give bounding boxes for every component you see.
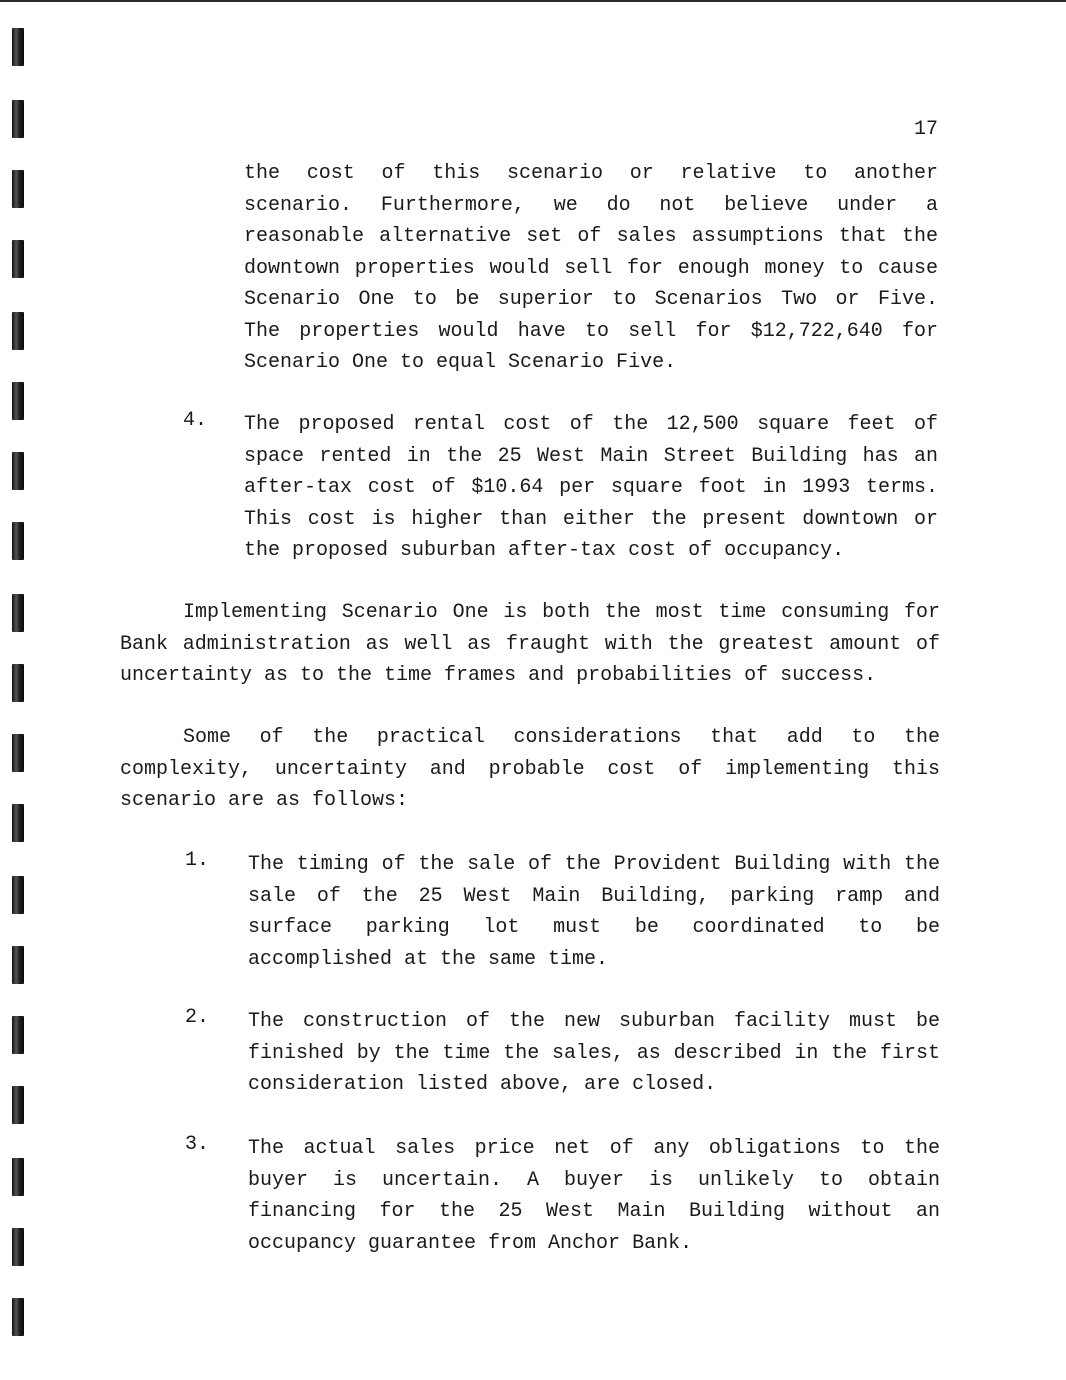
binder-hole xyxy=(12,734,24,772)
continued-item-text xyxy=(244,158,938,379)
binder-hole xyxy=(12,312,24,350)
item-4-text xyxy=(244,409,938,567)
text-line: scenario are as follows: xyxy=(120,789,409,812)
binder-hole xyxy=(12,1298,24,1336)
binder-hole xyxy=(12,946,24,984)
binder-hole xyxy=(12,1086,24,1124)
binder-hole xyxy=(12,594,24,632)
consideration-1-text xyxy=(248,849,940,975)
text-line: downtown properties would sell for enough money to cause xyxy=(244,256,938,280)
text-line: reasonable alternative set of sales assumptions that the xyxy=(244,225,938,248)
text-line: scenario. Furthermore, we do not believe under a xyxy=(244,193,938,217)
text-line: This cost is higher than either the present downtown or xyxy=(244,507,938,531)
consideration-3-text xyxy=(248,1133,940,1259)
binder-hole xyxy=(12,382,24,420)
text-line: finished by the time the sales, as described in the first xyxy=(248,1041,940,1065)
binder-hole xyxy=(12,804,24,842)
page-number: 17 xyxy=(914,118,939,141)
text-line: The actual sales price net of any obligations to the xyxy=(248,1137,940,1160)
top-rule xyxy=(0,0,1066,2)
body-paragraph xyxy=(120,722,940,817)
item-number: 1. xyxy=(185,849,210,872)
text-line: Scenario One to be superior to Scenarios Two or Five. xyxy=(244,288,938,311)
text-line: the proposed suburban after-tax cost of occupancy. xyxy=(244,539,845,562)
binder-hole xyxy=(12,100,24,138)
text-line: Bank administration as well as fraught with the greatest amount of xyxy=(120,632,940,656)
item-number: 2. xyxy=(185,1006,210,1029)
text-line: the cost of this scenario or relative to another xyxy=(244,162,938,185)
text-line: uncertainty as to the time frames and probabilities of success. xyxy=(120,664,877,687)
binder-hole xyxy=(12,1228,24,1266)
text-line: The construction of the new suburban facility must be xyxy=(248,1010,940,1033)
binder-hole xyxy=(12,240,24,278)
binder-hole xyxy=(12,522,24,560)
binder-hole xyxy=(12,28,24,66)
consideration-2-text xyxy=(248,1006,940,1101)
text-line: consideration listed above, are closed. xyxy=(248,1073,717,1096)
text-line: Some of the practical considerations that add to the xyxy=(183,726,940,749)
text-line: after-tax cost of $10.64 per square foot in 1993 terms. xyxy=(244,476,938,499)
text-line: space rented in the 25 West Main Street Building has an xyxy=(244,444,938,468)
text-line: The properties would have to sell for $12,722,640 for xyxy=(244,319,938,343)
binder-hole xyxy=(12,1016,24,1054)
text-line: The proposed rental cost of the 12,500 square feet of xyxy=(244,413,938,436)
body-paragraph xyxy=(120,597,940,692)
item-number: 4. xyxy=(183,409,208,432)
binder-holes xyxy=(12,0,26,1380)
binder-hole xyxy=(12,170,24,208)
text-line: surface parking lot must be coordinated to be xyxy=(248,916,940,939)
binder-hole xyxy=(12,452,24,490)
text-line: Scenario One to equal Scenario Five. xyxy=(244,351,677,374)
text-line: accomplished at the same time. xyxy=(248,947,609,971)
text-line: Implementing Scenario One is both the most time consuming for xyxy=(183,601,940,624)
text-line: occupancy guarantee from Anchor Bank. xyxy=(248,1231,693,1255)
binder-hole xyxy=(12,876,24,914)
item-number: 3. xyxy=(185,1133,210,1156)
binder-hole xyxy=(12,1158,24,1196)
binder-hole xyxy=(12,664,24,702)
text-line: complexity, uncertainty and probable cost of implementing this xyxy=(120,757,940,781)
text-line: buyer is uncertain. A buyer is unlikely to obtain xyxy=(248,1168,940,1192)
text-line: The timing of the sale of the Provident Building with the xyxy=(248,853,940,876)
text-line: sale of the 25 West Main Building, parking ramp and xyxy=(248,884,940,908)
text-line: financing for the 25 West Main Building without an xyxy=(248,1200,940,1223)
